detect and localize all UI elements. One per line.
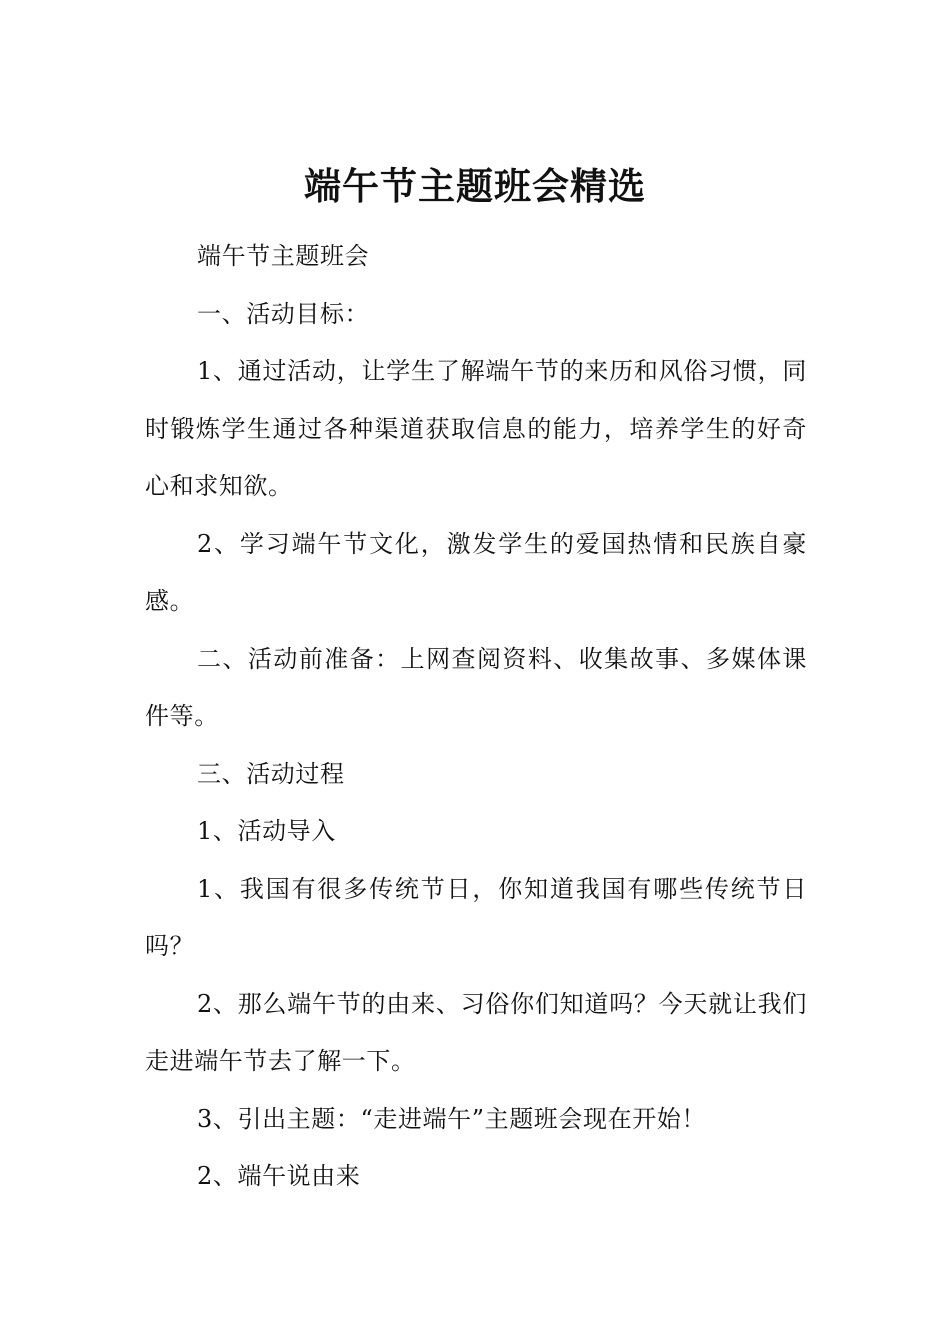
paragraph-question-1: 1、我国有很多传统节日，你知道我国有哪些传统节日吗？ xyxy=(145,874,807,960)
paragraph-section-process: 三、活动过程 xyxy=(197,759,345,788)
paragraph-question-2: 2、那么端午节的由来、习俗你们知道吗？今天就让我们走进端午节去了解一下。 xyxy=(145,989,807,1075)
paragraph-section-goals: 一、活动目标： xyxy=(197,299,370,328)
paragraph-subtitle: 端午节主题班会 xyxy=(197,242,370,270)
paragraph-step-intro: 1、活动导入 xyxy=(197,817,336,845)
document-title: 端午节主题班会精选 xyxy=(304,164,646,208)
document-body xyxy=(145,228,807,1206)
paragraph-step-origin: 2、端午说由来 xyxy=(197,1162,361,1190)
paragraph-theme: 3、引出主题：“走进端午”主题班会现在开始！ xyxy=(197,1104,707,1133)
paragraph-goal-2: 2、学习端午节文化，激发学生的爱国热情和民族自豪感。 xyxy=(145,529,807,615)
paragraph-goal-1: 1、通过活动，让学生了解端午节的来历和风俗习惯，同时锻炼学生通过各种渠道获取信息的能力，培养学生的好奇心和求知欲。 xyxy=(145,357,807,500)
paragraph-section-preparation: 二、活动前准备：上网查阅资料、收集故事、多媒体课件等。 xyxy=(145,644,807,730)
